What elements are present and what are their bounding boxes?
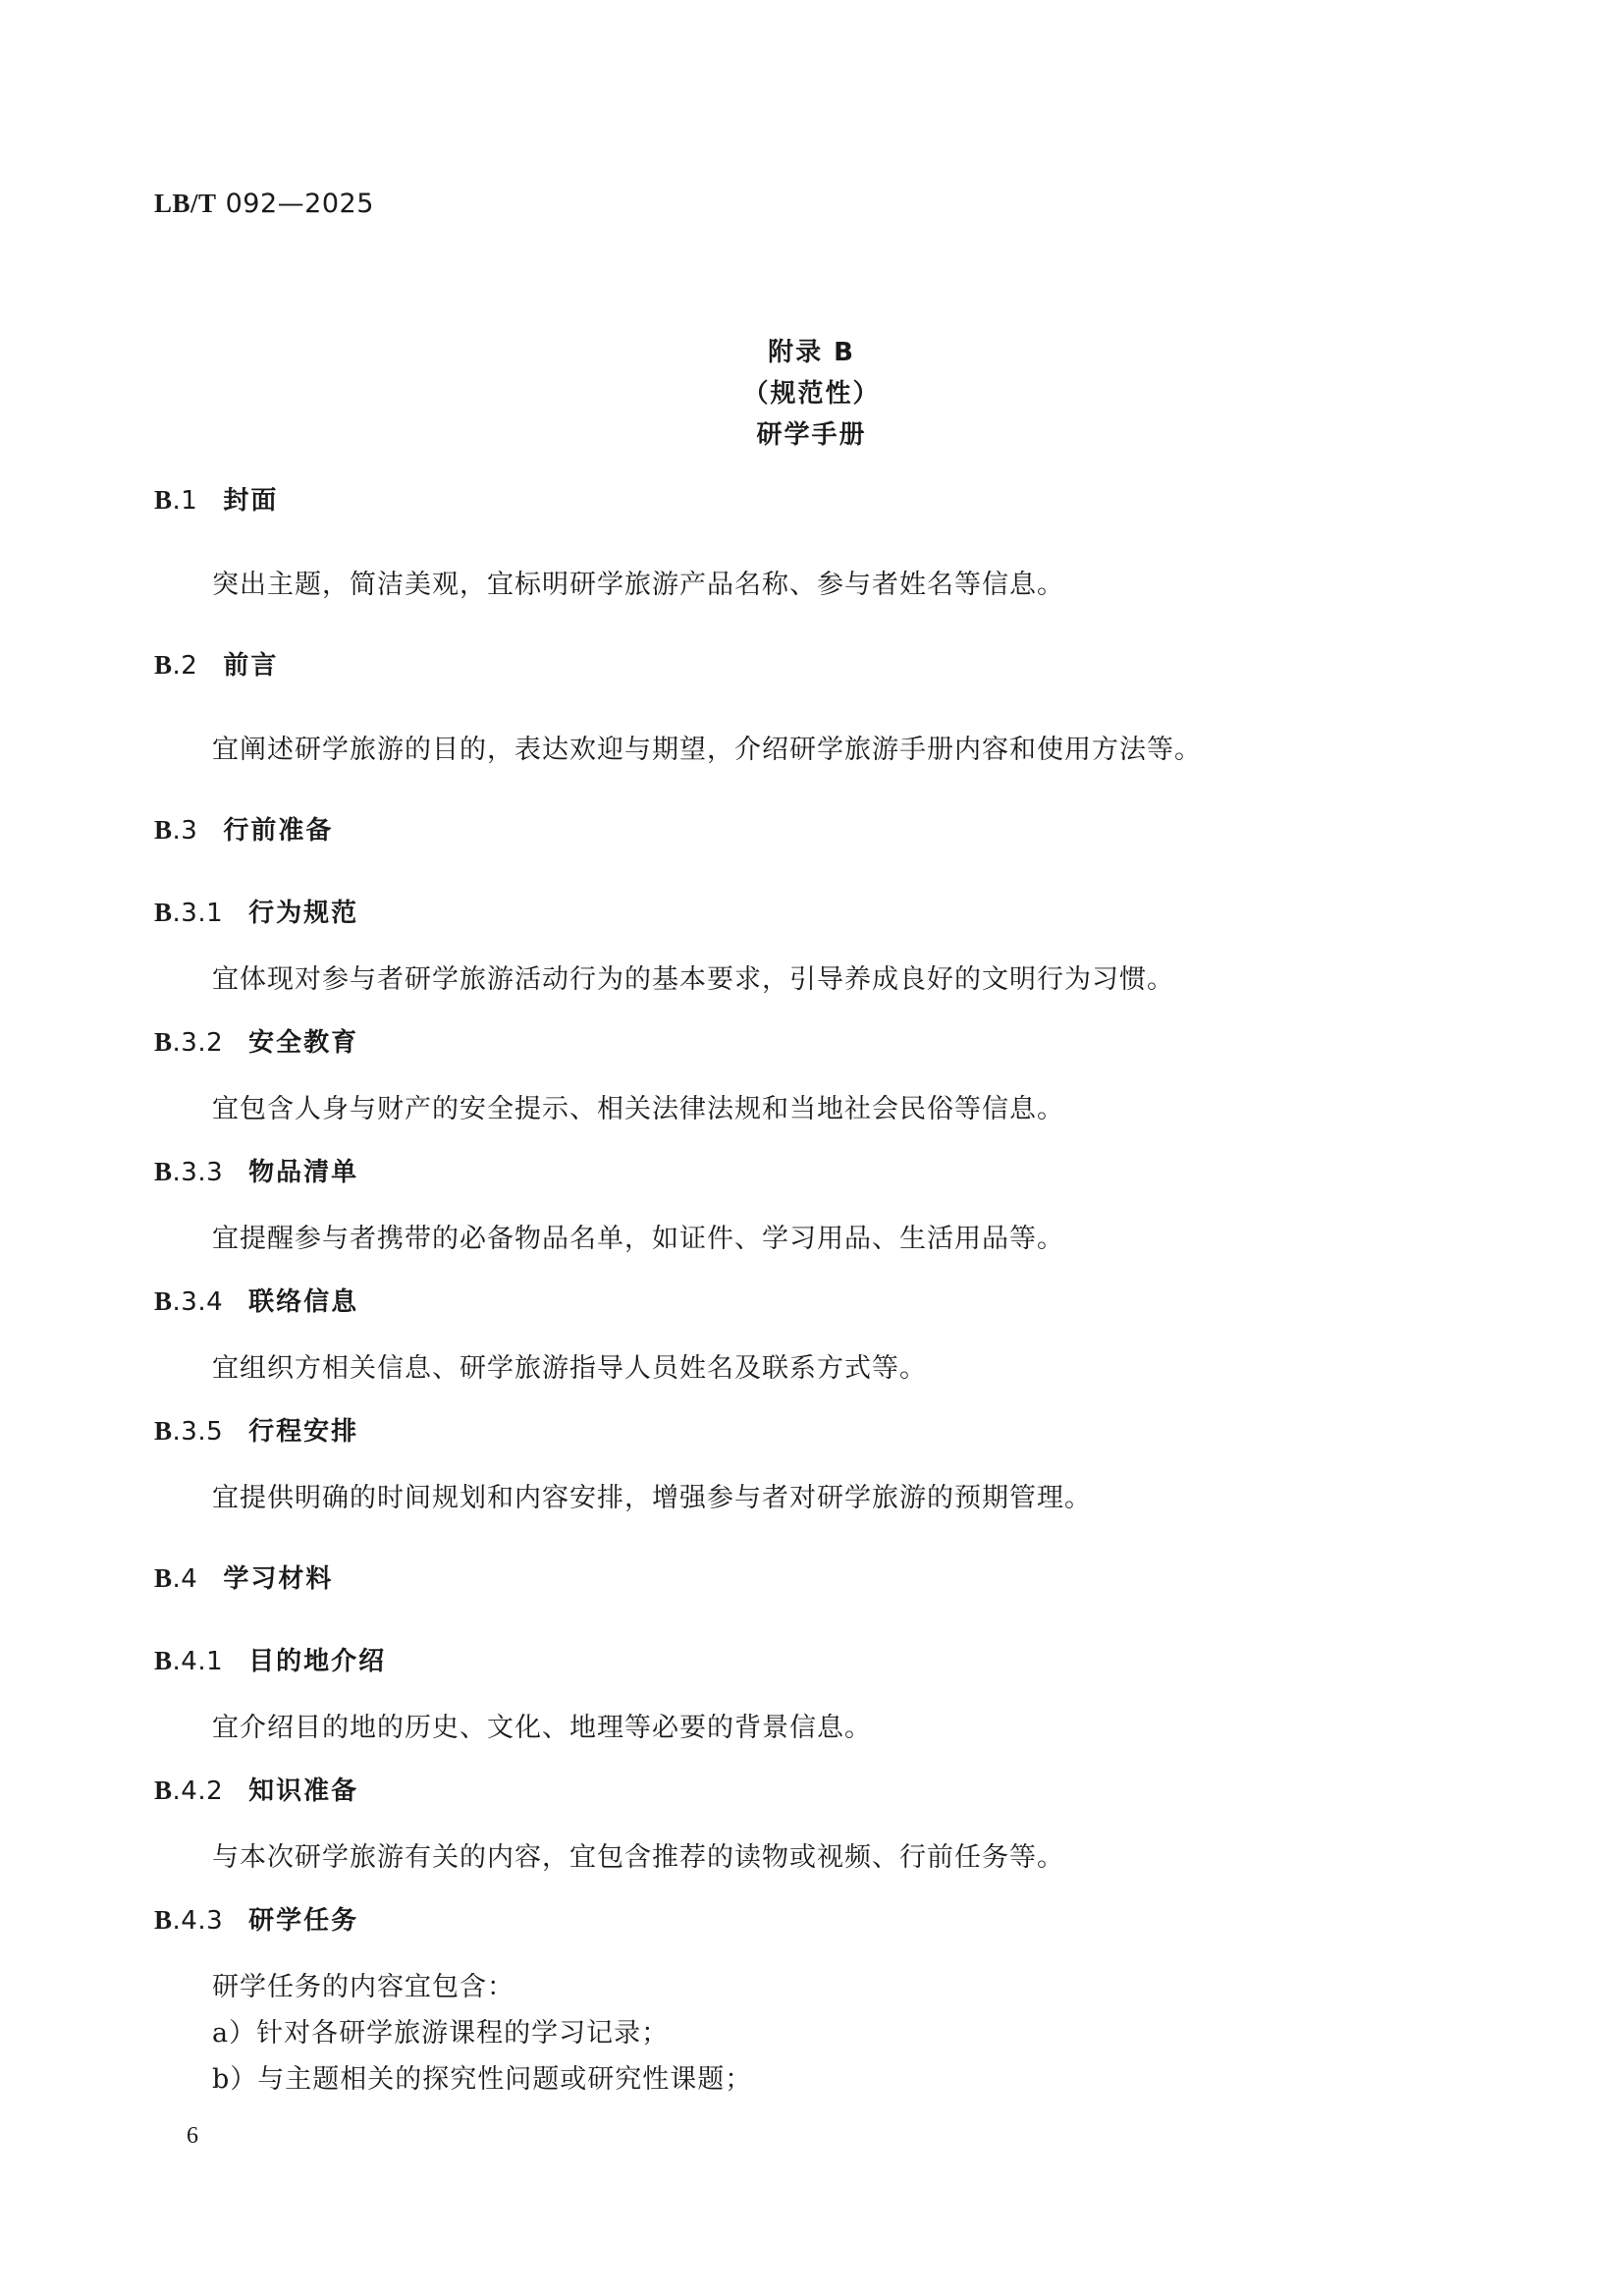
section-title: 知识准备 <box>248 1777 359 1806</box>
section-body-b3-1: 宜体现对参与者研学旅游活动行为的基本要求，引导养成良好的文明行为习惯。 <box>212 964 1174 995</box>
section-number: B.4 <box>154 1563 198 1594</box>
section-title: 行为规范 <box>248 899 359 928</box>
section-title: 学习材料 <box>223 1564 334 1594</box>
section-heading-b3-1 <box>154 893 358 929</box>
section-title: 行程安排 <box>248 1417 359 1447</box>
section-number: B.1 <box>154 485 198 516</box>
list-item: a）针对各研学旅游课程的学习记录； <box>212 2018 670 2049</box>
section-heading-b3-3 <box>154 1152 358 1188</box>
section-number: B.3.4 <box>154 1286 224 1317</box>
section-body-b3-5: 宜提供明确的时间规划和内容安排，增强参与者对研学旅游的预期管理。 <box>212 1483 1092 1513</box>
section-title: 安全教育 <box>248 1028 359 1058</box>
section-heading-b4-3 <box>154 1900 358 1937</box>
section-body-b3-3: 宜提醒参与者携带的必备物品名单，如证件、学习用品、生活用品等。 <box>212 1224 1064 1254</box>
section-heading-b3-2 <box>154 1022 358 1059</box>
section-body-b4-2: 与本次研学旅游有关的内容，宜包含推荐的读物或视频、行前任务等。 <box>212 1842 1064 1873</box>
section-title: 行前准备 <box>223 816 334 846</box>
section-heading-b2 <box>154 645 278 682</box>
section-number: B.2 <box>154 650 198 681</box>
appendix-subject: 研学手册 <box>756 420 867 450</box>
section-title: 联络信息 <box>248 1287 359 1317</box>
section-heading-b3 <box>154 810 333 847</box>
section-number: B.4.3 <box>154 1905 224 1936</box>
section-heading-b4-2 <box>154 1771 358 1807</box>
section-title: 目的地介绍 <box>248 1647 387 1676</box>
section-number: B.3.5 <box>154 1416 224 1447</box>
standard-code <box>154 189 374 219</box>
section-body-b3-2: 宜包含人身与财产的安全提示、相关法律法规和当地社会民俗等信息。 <box>212 1094 1064 1124</box>
standard-prefix: LB/T <box>154 189 217 218</box>
section-body-b1: 突出主题，简洁美观，宜标明研学旅游产品名称、参与者姓名等信息。 <box>212 570 1064 600</box>
section-number: B.4.1 <box>154 1646 224 1676</box>
section-title: 前言 <box>223 651 279 681</box>
section-number: B.3.2 <box>154 1027 224 1058</box>
section-body-b3-4: 宜组织方相关信息、研学旅游指导人员姓名及联系方式等。 <box>212 1353 927 1384</box>
section-heading-b4 <box>154 1558 333 1595</box>
page-number: 6 <box>187 2123 198 2149</box>
section-number: B.4.2 <box>154 1776 224 1806</box>
section-number: B.3.3 <box>154 1157 224 1187</box>
section-number: B.3 <box>154 815 198 846</box>
section-number: B.3.1 <box>154 898 224 928</box>
standard-number: 092—2025 <box>225 189 374 219</box>
section-title: 封面 <box>223 486 279 516</box>
section-body-b4-1: 宜介绍目的地的历史、文化、地理等必要的背景信息。 <box>212 1713 872 1743</box>
appendix-nature: （规范性） <box>742 379 881 409</box>
list-item: b）与主题相关的探究性问题或研究性课题； <box>212 2064 753 2095</box>
section-title: 研学任务 <box>248 1906 359 1936</box>
section-heading-b3-5 <box>154 1411 358 1448</box>
section-heading-b3-4 <box>154 1282 358 1318</box>
section-title: 物品清单 <box>248 1158 359 1187</box>
section-body-b4-3: 研学任务的内容宜包含： <box>212 1972 514 2002</box>
appendix-title: 附录 B <box>768 338 855 367</box>
section-heading-b1 <box>154 480 278 517</box>
section-heading-b4-1 <box>154 1641 386 1677</box>
section-body-b2: 宜阐述研学旅游的目的，表达欢迎与期望，介绍研学旅游手册内容和使用方法等。 <box>212 735 1202 765</box>
